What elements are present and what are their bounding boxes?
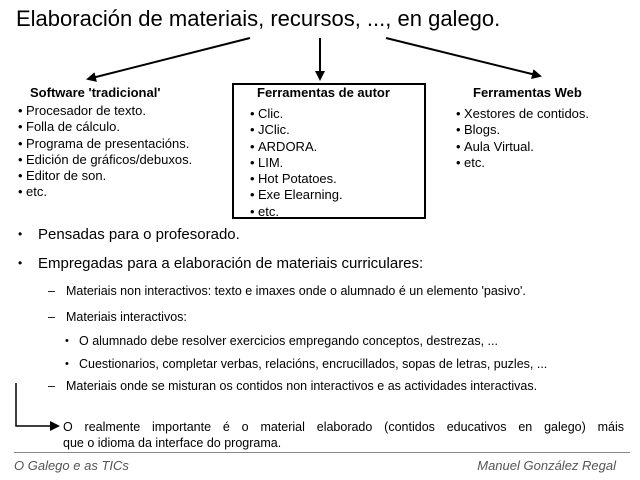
list-item: • Aula Virtual.: [456, 139, 589, 155]
arrow-left: [88, 38, 250, 79]
list-item: • etc.: [18, 184, 192, 200]
ferramentas-web-list: [456, 106, 589, 171]
sub-item-non-interactivos: – Materiais non interactivos: texto e imaxes onde o alumnado é un elemento 'pasivo'.: [48, 284, 526, 298]
bullet-text: Empregadas para a elaboración de materiais curriculares:: [38, 255, 424, 272]
list-item: • Folla de cálculo.: [18, 119, 192, 135]
note-line-1: O realmente importante é o material elaborado (contidos educativos en galego) máis: [63, 420, 624, 434]
sub-item-misturados: – Materiais onde se misturan os contidos non interactivos e as actividades interactivas.: [48, 379, 538, 393]
ferramentas-autor-list: [250, 106, 343, 220]
bullet-pensadas: • Pensadas para o profesorado.: [18, 226, 240, 243]
list-item: • etc.: [456, 155, 589, 171]
list-item: • Blogs.: [456, 122, 589, 138]
list-item: • LIM.: [250, 155, 343, 171]
bullet-text: Pensadas para o profesorado.: [38, 226, 240, 243]
sub-sub-item-cuestionarios: • Cuestionarios, completar verbas, relacións, encrucillados, sopas de letras, puzles, ...: [65, 357, 548, 371]
list-item: • Programa de presentacións.: [18, 136, 192, 152]
ferramentas-web-title: Ferramentas Web: [473, 85, 582, 100]
arrow-right: [386, 38, 540, 76]
list-item: • Edición de gráficos/debuxos.: [18, 152, 192, 168]
bullet-empregadas: • Empregadas para a elaboración de materiais curriculares:: [18, 255, 424, 272]
footer-author: Manuel González Regal: [477, 458, 616, 473]
software-tradicional-list: [18, 103, 192, 201]
list-item: • Editor de son.: [18, 168, 192, 184]
list-item: • JClic.: [250, 122, 343, 138]
footer-left-text: O Galego e as TICs: [14, 458, 129, 473]
footer-divider: [14, 452, 630, 453]
sub-sub-item-text: Cuestionarios, completar verbas, relacións, encrucillados, sopas de letras, puzles, ...: [79, 357, 548, 371]
list-item: • Exe Elearning.: [250, 187, 343, 203]
slide-title: Elaboración de materiais, recursos, ..., en galego.: [16, 6, 501, 31]
note-line-2: que o idioma da interface do programa.: [63, 436, 282, 450]
important-note: [63, 419, 624, 451]
sub-item-text: Materiais non interactivos: texto e imaxes onde o alumnado é un elemento 'pasivo'.: [66, 284, 526, 298]
ferramentas-autor-title: Ferramentas de autor: [257, 85, 390, 100]
sub-sub-item-exercicios: • O alumnado debe resolver exercicios empregando conceptos, destrezas, ...: [65, 334, 498, 348]
list-item: • Hot Potatoes.: [250, 171, 343, 187]
list-item: • Xestores de contidos.: [456, 106, 589, 122]
sub-item-text: Materiais interactivos:: [66, 310, 187, 324]
list-item: • Procesador de texto.: [18, 103, 192, 119]
software-tradicional-title: Software 'tradicional': [30, 85, 161, 100]
sub-item-text: Materiais onde se misturan os contidos non interactivos e as actividades interactivas.: [66, 379, 538, 393]
list-item: • etc.: [250, 204, 343, 220]
list-item: • ARDORA.: [250, 139, 343, 155]
sub-sub-item-text: O alumnado debe resolver exercicios empregando conceptos, destrezas, ...: [79, 334, 498, 348]
sub-item-interactivos: – Materiais interactivos:: [48, 310, 187, 324]
list-item: • Clic.: [250, 106, 343, 122]
